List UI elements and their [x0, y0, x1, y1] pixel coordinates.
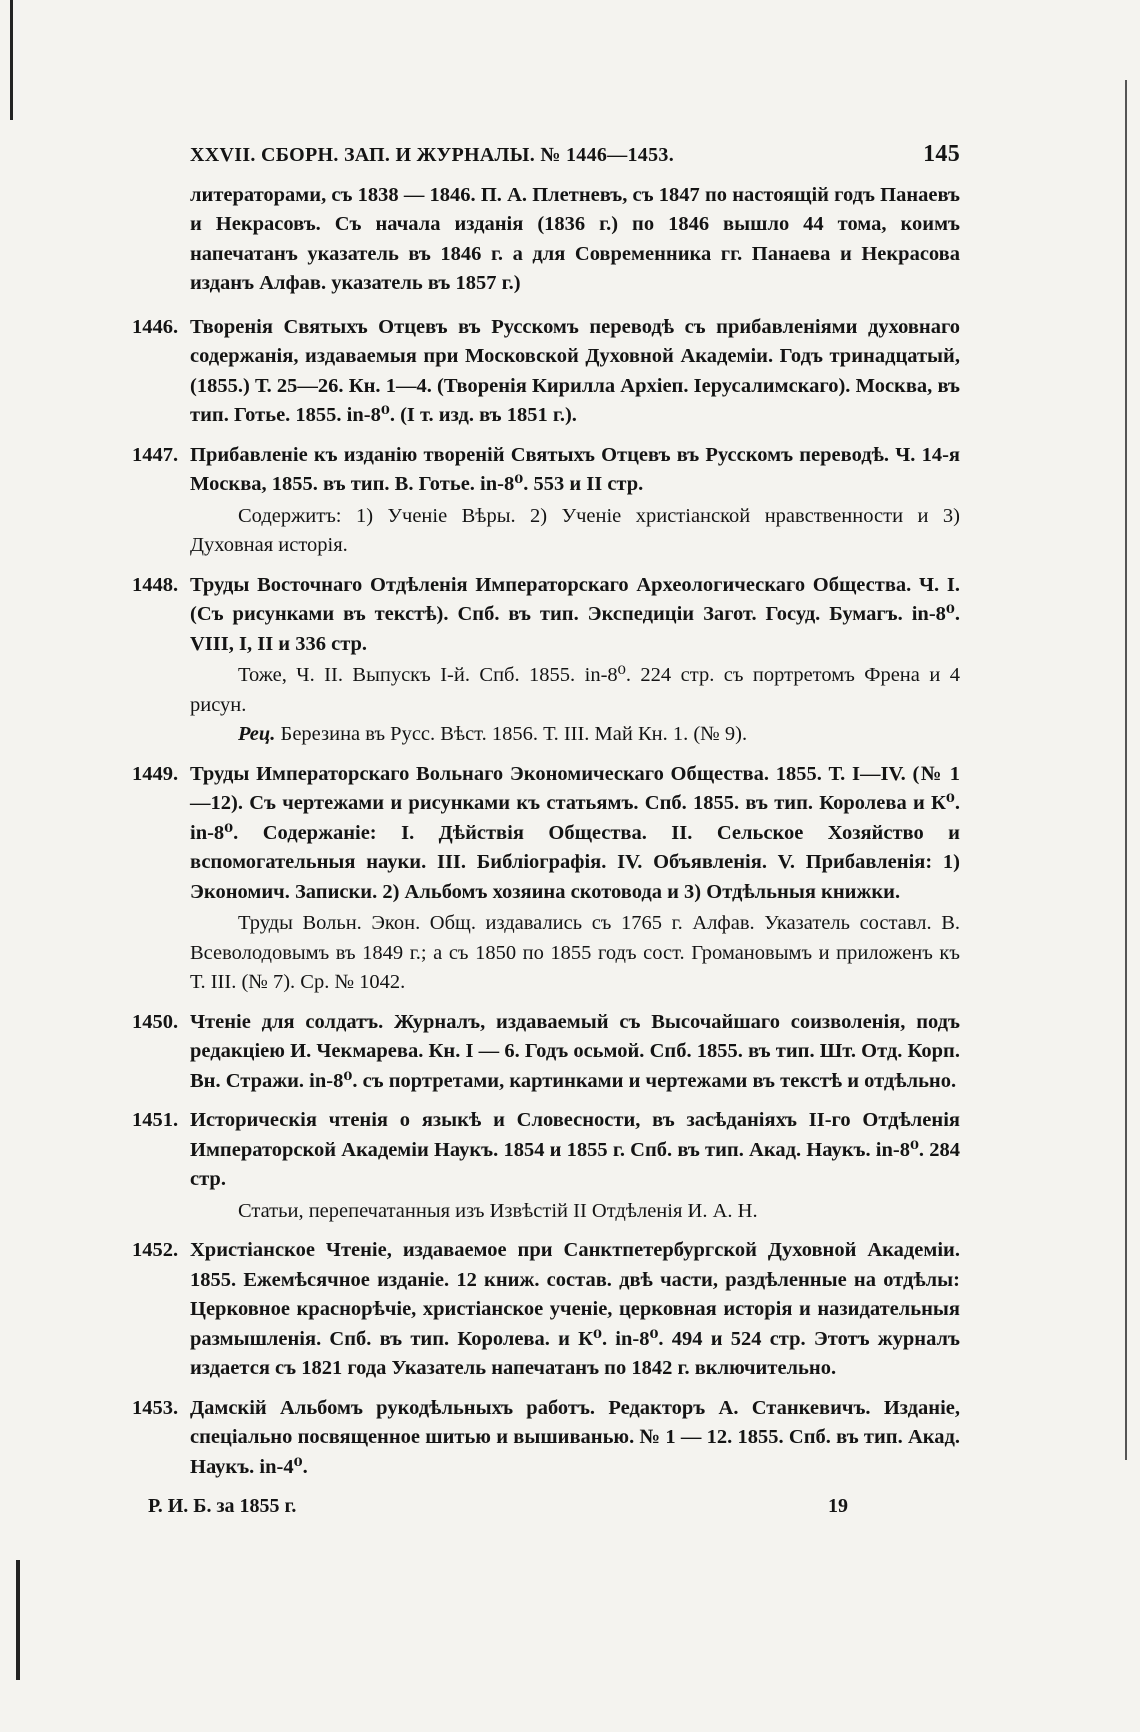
- entry-number: 1450.: [132, 1010, 179, 1033]
- header-section: [190, 141, 674, 171]
- scan-edge-left: [10, 0, 13, 120]
- entry-text: Творенія Святыхъ Отцевъ въ Русскомъ переводѣ съ прибавленіями духовнаго содержанія, издаваемыя при Московской Духовной Академіи. Годъ тринадцатый, (1855.) Т. 25—26. Кн. 1—4. (Творенія Кирилла Архіеп. Іерусалимскаго). Москва, въ тип. Готье. 1855. in-8⁰. (I т. изд. въ 1851 г.).: [190, 315, 960, 426]
- entry-number: 1452.: [132, 1239, 179, 1261]
- entry: [132, 1106, 960, 1226]
- footer-signature: Р. И. Б. за 1855 г.: [148, 1495, 297, 1517]
- entry-note: Труды Вольн. Экон. Общ. издавались съ 1765 г. Алфав. Указатель составл. В. Всеволодовымъ въ 1849 г.; а съ 1850 по 1855 годъ сост. Громановымъ и приложенъ къ Т. III. (№ 7). Ср. № 1042.: [190, 912, 960, 993]
- page-footer: [148, 1492, 848, 1522]
- footer-sheet-number: 19: [828, 1495, 848, 1517]
- entry-text: Историческія чтенія о языкѣ и Словесности, въ засѣданіяхъ II-го Отдѣленія Императорской Академіи Наукъ. 1854 и 1855 г. Спб. въ тип. Акад. Наукъ. in-8⁰. 284 стр.: [190, 1109, 960, 1190]
- entry-text: Прибавленіе къ изданію твореній Святыхъ Отцевъ въ Русскомъ переводѣ. Ч. 14-я Москва, 1855. въ тип. В. Готье. in-8⁰. 553 и II стр.: [190, 443, 960, 495]
- entry-number: 1448.: [132, 573, 179, 596]
- page-content: [132, 140, 960, 1522]
- entry-number: 1446.: [132, 315, 179, 338]
- continuation-paragraph: литераторами, съ 1838 — 1846. П. А. Плетневъ, съ 1847 по настоящій годъ Панаевъ и Некрасовъ. Съ начала изданія (1836 г.) по 1846 вышло 44 тома, коимъ напечатанъ указатель въ 1846 г. а для Современника гг. Панаева и Некрасова изданъ Алфав. указатель въ 1857 г.): [190, 183, 960, 294]
- entry: [132, 571, 960, 750]
- entry-number: 1451.: [132, 1109, 179, 1131]
- running-header: [190, 140, 960, 171]
- review-label: Рец.: [238, 723, 276, 745]
- header-section-text: XXVII. СБОРН. ЗАП. И ЖУРНАЛЫ.: [190, 144, 535, 166]
- entry-list: [132, 313, 960, 1483]
- entry-text: Труды Императорскаго Вольнаго Экономическаго Общества. 1855. Т. I—IV. (№ 1—12). Съ чертежами и рисунками къ статьямъ. Спб. 1855. въ тип. Королева и К⁰. in-8⁰. Содержаніе: I. Дѣйствія Общества. II. Сельское Хозяйство и вспомогательныя науки. III. Библіографія. IV. Объявленія. V. Прибавленія: 1) Экономич. Записки. 2) Альбомъ хозяина скотовода и 3) Отдѣльныя книжки.: [190, 762, 960, 903]
- header-range: № 1446—1453.: [540, 144, 675, 166]
- entry-text: Дамскій Альбомъ рукодѣльныхъ работъ. Редакторъ А. Станкевичъ. Изданіе, спеціально посвященное шитью и вышиванью. № 1 — 12. 1855. Спб. въ тип. Акад. Наукъ. in-4⁰.: [190, 1396, 960, 1478]
- entry-note: Статьи, перепечатанныя изъ Извѣстій II Отдѣленія И. А. Н.: [238, 1199, 758, 1222]
- entry-note: Содержитъ: 1) Ученіе Вѣры. 2) Ученіе христіанской нравственности и 3) Духовная исторія.: [190, 504, 960, 556]
- review-text: Березина въ Русс. Вѣст. 1856. Т. III. Май Кн. 1. (№ 9).: [280, 723, 748, 745]
- entry-text: Труды Восточнаго Отдѣленія Императорскаго Археологическаго Общества. Ч. I. (Съ рисунками въ текстѣ). Спб. въ тип. Экспедиціи Загот. Госуд. Бумагъ. in-8⁰. VIII, I, II и 336 стр.: [190, 573, 960, 655]
- scan-edge-right: [1125, 80, 1127, 1460]
- entry: [132, 760, 960, 998]
- entry: [132, 1236, 960, 1384]
- entry: [132, 1394, 960, 1483]
- entry-review: [190, 720, 960, 750]
- entry: [132, 441, 960, 561]
- entry-number: 1447.: [132, 443, 179, 466]
- entry: [132, 313, 960, 431]
- entry-number: 1449.: [132, 762, 179, 785]
- entry-text: Христіанское Чтеніе, издаваемое при Санктпетербургской Духовной Академіи. 1855. Ежемѣсячное изданіе. 12 книж. состав. двѣ части, раздѣленные на отдѣлы: Церковное краснорѣчіе, христіанское ученіе, церковная исторія и назидательныя размышленія. Спб. въ тип. Королева. и К⁰. in-8⁰. 494 и 524 стр. Этотъ журналъ издается съ 1821 года Указатель напечатанъ по 1842 г. включительно.: [190, 1239, 960, 1379]
- entry-text: Чтеніе для солдатъ. Журналъ, издаваемый съ Высочайшаго соизволенія, подъ редакціею И. Чекмарева. Кн. I — 6. Годъ осьмой. Спб. 1855. въ тип. Шт. Отд. Корп. Вн. Стражи. in-8⁰. съ портретами, картинками и чертежами въ текстѣ и отдѣльно.: [190, 1010, 960, 1092]
- page-number: 145: [923, 141, 960, 167]
- scan-edge-left-lower: [16, 1560, 20, 1680]
- entry: [132, 1008, 960, 1097]
- entry-note: Тоже, Ч. II. Выпускъ I-й. Спб. 1855. in-8⁰. 224 стр. съ портретомъ Френа и 4 рисун.: [190, 664, 960, 716]
- entry-number: 1453.: [132, 1396, 179, 1419]
